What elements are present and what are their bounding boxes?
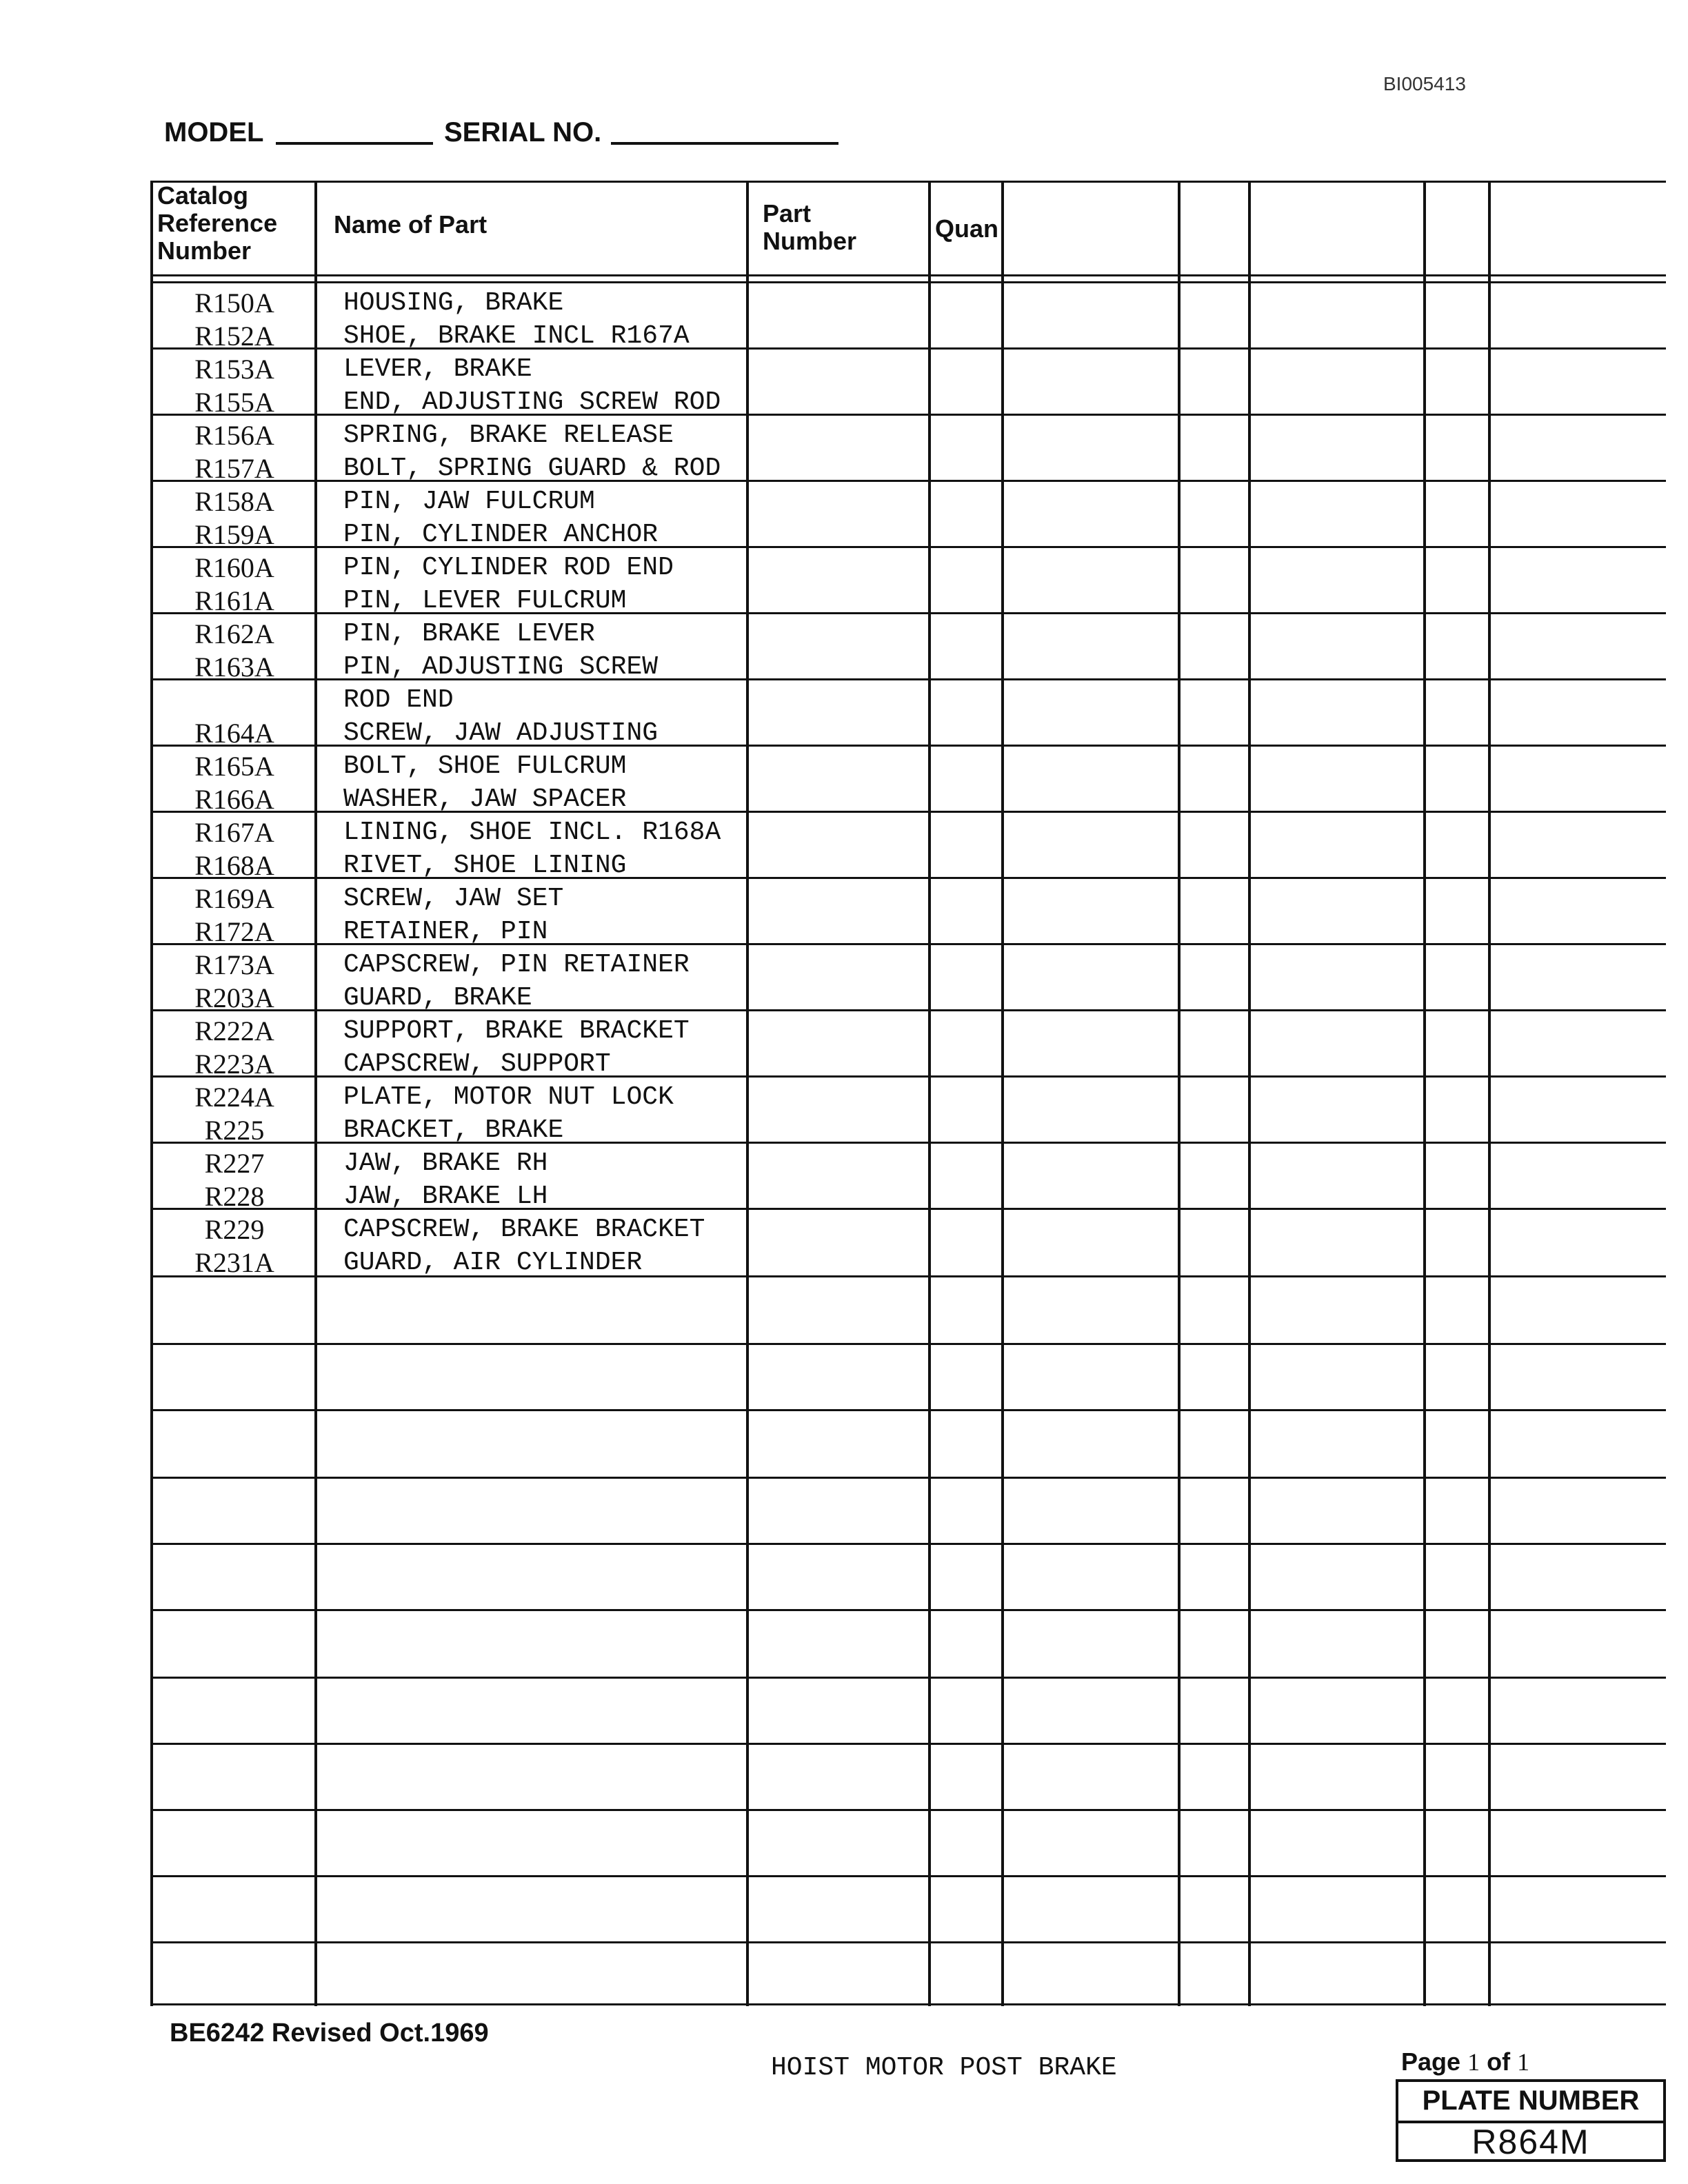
plate-label: PLATE NUMBER bbox=[1398, 2082, 1663, 2123]
row-rule bbox=[150, 1609, 1666, 1611]
part-name: CAPSCREW, BRAKE BRACKET bbox=[343, 1215, 705, 1244]
row-rule bbox=[150, 1875, 1666, 1877]
part-name: SCREW, JAW ADJUSTING bbox=[343, 718, 659, 748]
header-rule bbox=[150, 274, 1666, 276]
part-name: BOLT, SPRING GUARD & ROD bbox=[343, 454, 721, 483]
part-ref: R223A bbox=[194, 1049, 274, 1080]
row-rule bbox=[150, 1409, 1666, 1411]
part-ref: R225 bbox=[204, 1115, 265, 1146]
part-ref: R166A bbox=[194, 784, 274, 815]
page-label: Page bbox=[1401, 2048, 1461, 2076]
part-ref: R165A bbox=[194, 751, 274, 782]
part-name: PIN, CYLINDER ANCHOR bbox=[343, 520, 659, 549]
part-name: PIN, BRAKE LEVER bbox=[343, 619, 595, 649]
row-rule bbox=[150, 1543, 1666, 1545]
part-name: GUARD, AIR CYLINDER bbox=[343, 1248, 643, 1277]
part-ref: R152A bbox=[194, 321, 274, 352]
page-total: 1 bbox=[1517, 2048, 1530, 2076]
part-name: LEVER, BRAKE bbox=[343, 354, 532, 384]
col-header-quan: Quan bbox=[935, 214, 999, 243]
part-ref: R160A bbox=[194, 552, 274, 583]
part-ref: R203A bbox=[194, 982, 274, 1013]
part-name: SUPPORT, BRAKE BRACKET bbox=[343, 1016, 690, 1046]
table-top-border bbox=[150, 181, 1666, 183]
part-name: GUARD, BRAKE bbox=[343, 983, 532, 1013]
part-name: PIN, CYLINDER ROD END bbox=[343, 553, 674, 583]
part-ref: R228 bbox=[204, 1181, 265, 1212]
col-header-part-number bbox=[763, 200, 856, 255]
col-header-line: Catalog bbox=[157, 181, 249, 210]
table-bottom-border bbox=[150, 2003, 1666, 2005]
row-rule bbox=[150, 1677, 1666, 1679]
part-name: PIN, JAW FULCRUM bbox=[343, 487, 595, 516]
part-name: CAPSCREW, PIN RETAINER bbox=[343, 950, 690, 980]
page-title: HOIST MOTOR POST BRAKE bbox=[771, 2053, 1117, 2083]
part-ref: R168A bbox=[194, 850, 274, 881]
part-name: HOUSING, BRAKE bbox=[343, 288, 564, 318]
model-label: MODEL bbox=[164, 117, 264, 148]
part-name: RETAINER, PIN bbox=[343, 917, 548, 947]
part-name: BRACKET, BRAKE bbox=[343, 1115, 564, 1145]
part-ref: R153A bbox=[194, 354, 274, 385]
part-name: SHOE, BRAKE INCL R167A bbox=[343, 321, 690, 351]
doc-id: BI005413 bbox=[1383, 73, 1466, 94]
part-ref: R173A bbox=[194, 949, 274, 980]
part-name: CAPSCREW, SUPPORT bbox=[343, 1049, 611, 1079]
part-name: PLATE, MOTOR NUT LOCK bbox=[343, 1082, 674, 1112]
part-ref: R164A bbox=[194, 718, 274, 749]
col-divider bbox=[1178, 181, 1180, 2006]
part-ref: R231A bbox=[194, 1247, 274, 1278]
part-ref: R157A bbox=[194, 453, 274, 484]
part-ref: R158A bbox=[194, 486, 274, 517]
row-rule bbox=[150, 1809, 1666, 1811]
part-ref: R229 bbox=[204, 1214, 265, 1245]
col-divider bbox=[928, 181, 931, 2006]
row-rule bbox=[150, 1941, 1666, 1943]
col-divider bbox=[1248, 181, 1251, 2006]
col-header-catalog-ref bbox=[157, 182, 277, 265]
part-ref: R161A bbox=[194, 585, 274, 616]
part-ref: R159A bbox=[194, 519, 274, 550]
col-divider bbox=[1001, 181, 1004, 2006]
plate-number-box bbox=[1396, 2079, 1666, 2162]
part-name: WASHER, JAW SPACER bbox=[343, 785, 627, 814]
serial-label: SERIAL NO. bbox=[444, 117, 602, 148]
page-current: 1 bbox=[1467, 2048, 1480, 2076]
col-header-line: Part bbox=[763, 199, 812, 228]
col-divider bbox=[1423, 181, 1426, 2006]
header-rule bbox=[150, 281, 1666, 283]
part-name: SCREW, JAW SET bbox=[343, 884, 564, 913]
col-header-line: Reference bbox=[157, 209, 278, 237]
part-ref: R163A bbox=[194, 651, 274, 682]
part-ref: R172A bbox=[194, 916, 274, 947]
part-ref: R227 bbox=[204, 1148, 265, 1179]
part-ref: R169A bbox=[194, 883, 274, 914]
col-header-line: Number bbox=[157, 236, 252, 265]
col-header-name: Name of Part bbox=[334, 210, 488, 239]
part-ref: R222A bbox=[194, 1015, 274, 1046]
part-ref: R156A bbox=[194, 420, 274, 451]
part-name: LINING, SHOE INCL. R168A bbox=[343, 818, 721, 847]
part-name: BOLT, SHOE FULCRUM bbox=[343, 751, 627, 781]
part-ref: R155A bbox=[194, 387, 274, 418]
row-rule bbox=[150, 1743, 1666, 1745]
part-name: PIN, ADJUSTING SCREW bbox=[343, 652, 659, 682]
part-name: PIN, LEVER FULCRUM bbox=[343, 586, 627, 616]
part-ref: R167A bbox=[194, 817, 274, 848]
part-name: ROD END bbox=[343, 685, 454, 715]
plate-number: R864M bbox=[1471, 2123, 1590, 2161]
form-number: BE6242 Revised Oct.1969 bbox=[170, 2019, 489, 2048]
col-divider bbox=[746, 181, 749, 2006]
part-ref: R162A bbox=[194, 618, 274, 649]
row-rule bbox=[150, 1477, 1666, 1479]
part-ref: R224A bbox=[194, 1082, 274, 1113]
col-header-line: Number bbox=[763, 227, 857, 255]
page-indicator bbox=[1401, 2048, 1529, 2076]
part-ref: R150A bbox=[194, 287, 274, 318]
part-name: END, ADJUSTING SCREW ROD bbox=[343, 387, 721, 417]
row-rule bbox=[150, 1343, 1666, 1345]
part-name: SPRING, BRAKE RELEASE bbox=[343, 421, 674, 450]
page-of: of bbox=[1487, 2048, 1511, 2076]
part-name: JAW, BRAKE RH bbox=[343, 1149, 548, 1178]
part-name: RIVET, SHOE LINING bbox=[343, 851, 627, 880]
part-name: JAW, BRAKE LH bbox=[343, 1182, 548, 1211]
col-divider bbox=[1488, 181, 1491, 2006]
